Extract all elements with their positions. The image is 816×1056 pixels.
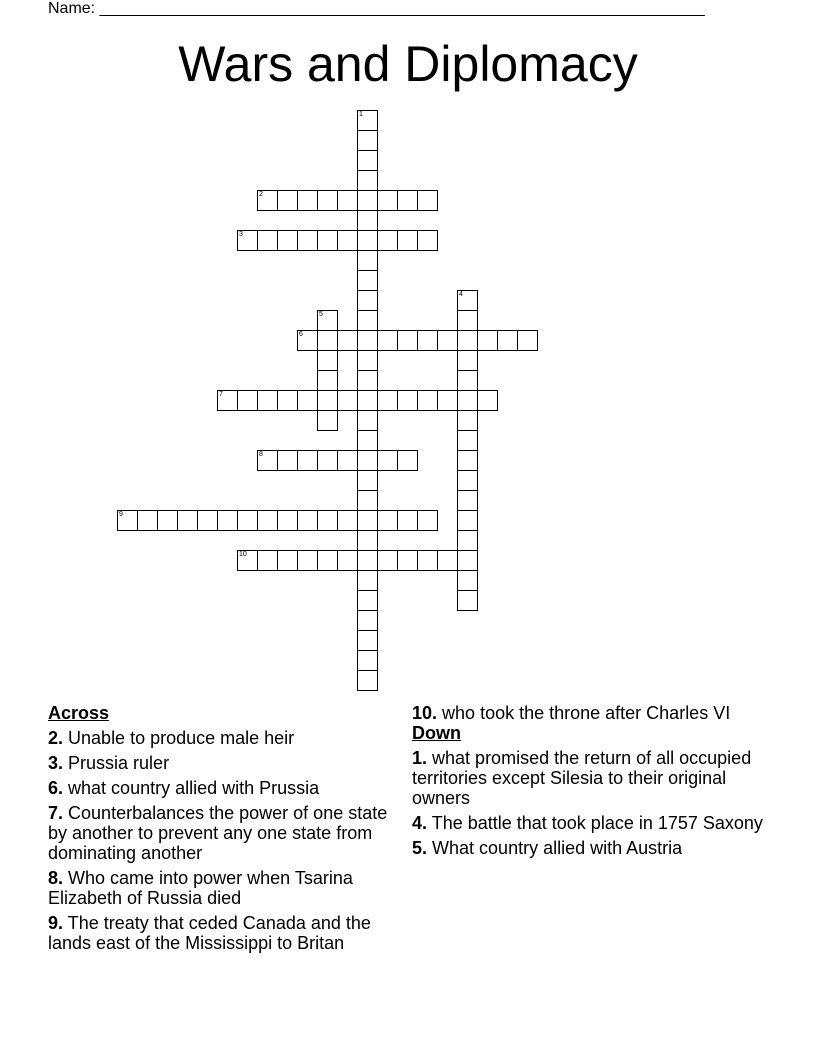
across-clue-6: 6. what country allied with Prussia (48, 778, 320, 798)
grid-cell[interactable] (257, 190, 278, 211)
grid-cell[interactable] (457, 530, 478, 551)
grid-cell[interactable] (297, 230, 318, 251)
grid-cell[interactable] (317, 350, 338, 371)
grid-cell[interactable] (357, 530, 378, 551)
grid-cell[interactable] (317, 550, 338, 571)
grid-cell[interactable] (437, 330, 458, 351)
across-clue-10: 10. who took the throne after Charles VI (412, 703, 731, 723)
grid-cell[interactable] (357, 670, 378, 691)
name-field[interactable]: Name: ____________________________________________________________________ (48, 0, 705, 17)
clues-right-column (412, 703, 770, 858)
page-title: Wars and Diplomacy (178, 36, 638, 92)
grid-cell[interactable] (237, 510, 258, 531)
grid-cell[interactable] (297, 390, 318, 411)
grid-cell[interactable] (397, 550, 418, 571)
grid-cell[interactable] (197, 510, 218, 531)
grid-cell[interactable] (357, 490, 378, 511)
grid-cell[interactable] (237, 550, 258, 571)
grid-cell[interactable] (517, 330, 538, 351)
grid-cell[interactable] (457, 450, 478, 471)
grid-cell[interactable] (317, 450, 338, 471)
across-heading: Across (48, 703, 110, 723)
grid-cell[interactable] (297, 450, 318, 471)
grid-cell[interactable] (397, 450, 418, 471)
clue-number: 5 (319, 311, 323, 318)
down-clue-5: 5. What country allied with Austria (412, 838, 683, 858)
grid-cell[interactable] (357, 130, 378, 151)
grid-cell[interactable] (357, 290, 378, 311)
grid-cell[interactable] (357, 430, 378, 451)
grid-cell[interactable] (457, 350, 478, 371)
grid-cell[interactable] (317, 410, 338, 431)
grid-cell[interactable] (337, 330, 358, 351)
down-clue-1: 1. what promised the return of all occupied territories except Silesia to their original owners (412, 748, 752, 808)
grid-cell[interactable] (117, 510, 138, 531)
grid-cell[interactable] (237, 230, 258, 251)
grid-cell[interactable] (417, 330, 438, 351)
grid-cell[interactable] (377, 510, 398, 531)
grid-cell[interactable] (357, 470, 378, 491)
grid-cell[interactable] (357, 410, 378, 431)
clue-number: 9 (119, 511, 123, 518)
grid-cell[interactable] (157, 510, 178, 531)
grid-cell[interactable] (377, 330, 398, 351)
grid-cell[interactable] (297, 550, 318, 571)
grid-cell[interactable] (277, 390, 298, 411)
grid-cell[interactable] (357, 230, 378, 251)
grid-cell[interactable] (277, 510, 298, 531)
clue-number: 6 (299, 331, 303, 338)
grid-cell[interactable] (257, 510, 278, 531)
grid-cell[interactable] (257, 450, 278, 471)
grid-cell[interactable] (217, 390, 238, 411)
grid-cell[interactable] (457, 490, 478, 511)
grid-cell[interactable] (357, 190, 378, 211)
grid-cell[interactable] (317, 310, 338, 331)
grid-cell[interactable] (257, 550, 278, 571)
down-heading: Down (412, 723, 461, 743)
grid-cell[interactable] (417, 510, 438, 531)
clue-number: 8 (259, 451, 263, 458)
grid-cell[interactable] (317, 230, 338, 251)
grid-cell[interactable] (337, 450, 358, 471)
across-clue-2: 2. Unable to produce male heir (48, 728, 295, 748)
grid-cell[interactable] (357, 630, 378, 651)
clue-number: 3 (239, 231, 243, 238)
grid-cell[interactable] (317, 390, 338, 411)
grid-cell[interactable] (357, 650, 378, 671)
grid-cell[interactable] (457, 570, 478, 591)
clue-number: 2 (259, 191, 263, 198)
grid-cell[interactable] (377, 390, 398, 411)
grid-cell[interactable] (397, 190, 418, 211)
grid-cell[interactable] (397, 390, 418, 411)
grid-cell[interactable] (357, 310, 378, 331)
grid-cell[interactable] (457, 310, 478, 331)
grid-cell[interactable] (297, 190, 318, 211)
clues-left-column (48, 703, 410, 953)
grid-cell[interactable] (357, 370, 378, 391)
grid-cell[interactable] (437, 550, 458, 571)
grid-cell[interactable] (357, 610, 378, 631)
across-clue-3: 3. Prussia ruler (48, 753, 170, 773)
grid-cell[interactable] (417, 190, 438, 211)
grid-cell[interactable] (457, 290, 478, 311)
grid-cell[interactable] (477, 330, 498, 351)
grid-cell[interactable] (357, 570, 378, 591)
grid-cell[interactable] (337, 190, 358, 211)
grid-cell[interactable] (357, 210, 378, 231)
grid-cell[interactable] (317, 190, 338, 211)
grid-cell[interactable] (337, 510, 358, 531)
grid-cell[interactable] (397, 330, 418, 351)
down-clue-4: 4. The battle that took place in 1757 Saxony (412, 813, 763, 833)
grid-cell[interactable] (457, 330, 478, 351)
grid-cell[interactable] (457, 370, 478, 391)
grid-cell[interactable] (357, 550, 378, 571)
grid-cell[interactable] (417, 550, 438, 571)
grid-cell[interactable] (457, 550, 478, 571)
grid-cell[interactable] (357, 170, 378, 191)
grid-cell[interactable] (357, 350, 378, 371)
grid-cell[interactable] (357, 150, 378, 171)
clue-number: 7 (219, 391, 223, 398)
grid-cell[interactable] (317, 330, 338, 351)
grid-cell[interactable] (357, 110, 378, 131)
grid-cell[interactable] (277, 450, 298, 471)
grid-cell[interactable] (377, 450, 398, 471)
grid-cell[interactable] (457, 390, 478, 411)
across-clue-8: 8. Who came into power when Tsarina Elizabeth of Russia died (48, 868, 353, 908)
grid-cell[interactable] (217, 510, 238, 531)
grid-cell[interactable] (297, 510, 318, 531)
grid-cell[interactable] (357, 250, 378, 271)
grid-cell[interactable] (377, 550, 398, 571)
grid-cell[interactable] (377, 230, 398, 251)
grid-cell[interactable] (377, 190, 398, 211)
across-clue-7: 7. Counterbalances the power of one state by another to prevent any one state from dominating another (48, 803, 388, 863)
grid-cell[interactable] (457, 470, 478, 491)
grid-cell[interactable] (337, 230, 358, 251)
clue-number: 10 (239, 551, 247, 558)
grid-cell[interactable] (417, 230, 438, 251)
grid-cell[interactable] (457, 430, 478, 451)
grid-cell[interactable] (337, 550, 358, 571)
grid-cell[interactable] (317, 370, 338, 391)
grid-cell[interactable] (177, 510, 198, 531)
grid-cell[interactable] (477, 390, 498, 411)
grid-cell[interactable] (277, 230, 298, 251)
grid-cell[interactable] (337, 390, 358, 411)
grid-cell[interactable] (417, 390, 438, 411)
grid-cell[interactable] (357, 390, 378, 411)
grid-cell[interactable] (357, 330, 378, 351)
grid-cell[interactable] (457, 590, 478, 611)
grid-cell[interactable] (297, 330, 318, 351)
grid-cell[interactable] (257, 230, 278, 251)
grid-cell[interactable] (357, 450, 378, 471)
clue-number: 1 (359, 111, 363, 118)
grid-cell[interactable] (497, 330, 518, 351)
grid-cell[interactable] (457, 410, 478, 431)
grid-cell[interactable] (257, 390, 278, 411)
grid-cell[interactable] (277, 550, 298, 571)
grid-cell[interactable] (277, 190, 298, 211)
grid-cell[interactable] (357, 590, 378, 611)
grid-cell[interactable] (237, 390, 258, 411)
grid-cell[interactable] (137, 510, 158, 531)
grid-cell[interactable] (357, 510, 378, 531)
grid-cell[interactable] (457, 510, 478, 531)
clue-number: 4 (459, 291, 463, 298)
grid-cell[interactable] (397, 510, 418, 531)
grid-cell[interactable] (357, 270, 378, 291)
grid-cell[interactable] (437, 390, 458, 411)
grid-cell[interactable] (397, 230, 418, 251)
grid-cell[interactable] (317, 510, 338, 531)
across-clue-9: 9. The treaty that ceded Canada and the lands east of the Mississippi to Britan (48, 913, 371, 953)
